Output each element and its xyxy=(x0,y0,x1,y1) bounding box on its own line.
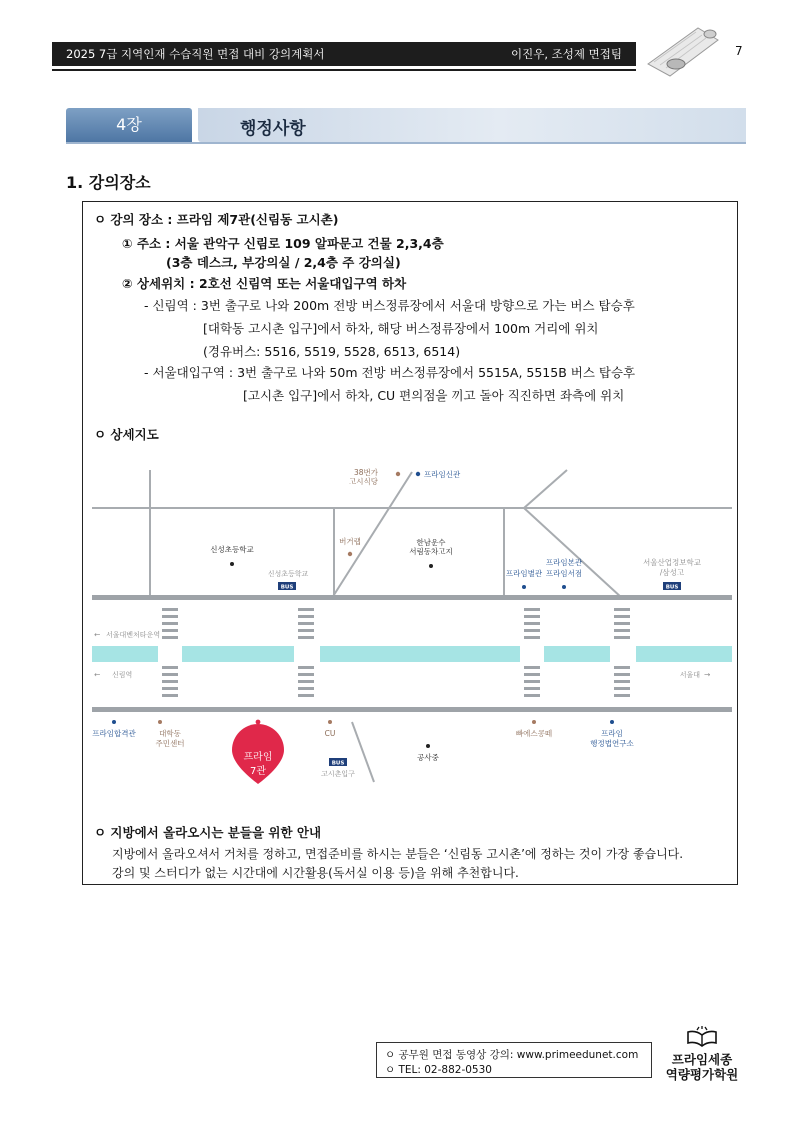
main-road-north xyxy=(92,595,732,600)
bus-label-seoul-info: BUS xyxy=(665,584,679,591)
map-roads-thin xyxy=(92,470,732,782)
header-bar xyxy=(52,42,636,66)
section-title: 1. 강의장소 xyxy=(66,173,151,192)
bus-label-gosi: BUS xyxy=(331,760,345,767)
header-title: 2025 7급 지역인재 수습직원 면접 대비 강의계획서 xyxy=(66,47,325,61)
sillim-route-1: - 신림역 : 3번 출구로 나와 200m 전방 버스정류장에서 서울대 방향으로 가는 버스 탑승후 xyxy=(144,298,635,313)
label-seoul-info-1: 서울산업정보학교 xyxy=(643,558,701,567)
dot-daehak xyxy=(158,720,162,724)
map-heading: ㅇ 상세지도 xyxy=(94,427,159,442)
label-daehak-2: 주민센터 xyxy=(155,739,185,748)
label-gosi38-1: 38번가 xyxy=(353,468,378,477)
median-strips xyxy=(92,646,732,662)
academy-logo xyxy=(664,1026,740,1090)
dot-prime-pass xyxy=(112,720,116,724)
label-hannam-2: 서림동차고지 xyxy=(409,547,453,556)
snu-route-1: - 서울대입구역 : 3번 출구로 나와 50m 전방 버스정류장에서 5515A, 5515B 버스 탑승후 xyxy=(144,365,636,380)
label-prime-main-2: 프라임서점 xyxy=(545,569,583,578)
label-pre-school: 빠에스콩떼 xyxy=(515,729,553,738)
label-burger: 버거랩 xyxy=(339,537,361,546)
sillim-route-3: (경유버스: 5516, 5519, 5528, 6513, 6514) xyxy=(203,344,461,359)
dot-burger xyxy=(348,552,352,556)
label-prime-admin-1: 프라임 xyxy=(601,729,623,738)
detail-location: ② 상세위치 : 2호선 신림역 또는 서울대입구역 하차 xyxy=(122,276,407,291)
scroll-icon xyxy=(640,18,730,80)
label-prime7-2: 7관 xyxy=(249,766,267,777)
dot-prime7 xyxy=(256,720,261,725)
chapter-title: 행정사항 xyxy=(240,119,306,139)
label-to-sillim: 신림역 xyxy=(112,671,133,679)
arrow-sillim: ← xyxy=(94,670,101,679)
label-to-snu: 서울대 xyxy=(679,671,700,679)
label-seoul-info-2: /삼성고 xyxy=(659,568,685,577)
dot-prime-annex xyxy=(522,585,526,589)
guide-line-2: 강의 및 스터디가 없는 시간대에 시간활용(독서실 이용 등)을 위해 추천합니다. xyxy=(112,866,519,880)
header-divider xyxy=(52,69,636,71)
sillim-route-2: [대학동 고시촌 입구]에서 하차, 해당 버스정류장에서 100m 거리에 위치 xyxy=(203,321,599,336)
dot-pre-school xyxy=(532,720,536,724)
logo-line-2: 역량평가학원 xyxy=(665,1067,739,1082)
arrow-snu: → xyxy=(704,670,711,679)
page-number: 7 xyxy=(735,44,743,58)
guide-line-1: 지방에서 올라오셔서 거처를 정하고, 면접준비를 하시는 분들은 ‘신림동 고시촌’에 정하는 것이 가장 좋습니다. xyxy=(112,847,684,861)
dot-gosi38 xyxy=(396,472,400,476)
dot-hannam xyxy=(429,564,433,568)
label-sinseong-school: 신성초등학교 xyxy=(210,545,254,554)
label-daehak-1: 대학동 xyxy=(159,729,181,738)
label-prime-pass: 프라임합격관 xyxy=(92,729,136,738)
bus-label-sinseong: BUS xyxy=(280,584,294,591)
guide-heading: ㅇ 지방에서 올라오시는 분들을 위한 안내 xyxy=(94,825,322,840)
snu-route-2: [고시촌 입구]에서 하차, CU 편의점을 끼고 돌아 직진하면 좌측에 위치 xyxy=(243,388,625,403)
book-icon xyxy=(687,1026,717,1048)
dot-prime-admin xyxy=(610,720,614,724)
label-gosi-entrance: 고시촌입구 xyxy=(321,770,355,778)
dot-prime-new xyxy=(416,472,420,476)
detail-map xyxy=(92,462,732,792)
logo-line-1: 프라임세종 xyxy=(671,1052,733,1067)
location-heading: ㅇ 강의 장소 : 프라임 제7관(신림동 고시촌) xyxy=(94,212,339,227)
chapter-underline xyxy=(66,142,746,144)
footer-contact xyxy=(376,1042,652,1078)
label-cu: CU xyxy=(324,729,336,738)
dot-sinseong-school xyxy=(230,562,234,566)
label-prime7-1: 프라임 xyxy=(243,752,273,763)
dot-cu xyxy=(328,720,332,724)
address-note: (3층 데스크, 부강의실 / 2,4층 주 강의실) xyxy=(166,255,401,270)
label-prime-main-1: 프라임본관 xyxy=(545,558,583,567)
label-gosi38-2: 고시식당 xyxy=(349,477,378,486)
label-to-venture: 서울대벤처타운역 xyxy=(106,631,161,639)
header-authors: 이진우, 조성제 면접팀 xyxy=(511,47,622,61)
label-prime-new: 프라임신관 xyxy=(424,470,461,479)
label-prime-annex: 프라임별관 xyxy=(505,569,543,578)
label-sinseong-bus: 신성초등학교 xyxy=(267,570,309,578)
footer-website: ㅇ 공무원 면접 동영상 강의: www.primeedunet.com xyxy=(385,1049,639,1061)
label-prime-admin-2: 행정법연구소 xyxy=(590,739,634,748)
footer-tel: ㅇ TEL: 02-882-0530 xyxy=(385,1064,492,1076)
label-hannam-1: 한남운수 xyxy=(416,538,446,547)
main-road-south xyxy=(92,707,732,712)
arrow-venture: ← xyxy=(94,630,101,639)
chapter-tab: 4장 xyxy=(66,108,192,142)
label-gongsa: 공사중 xyxy=(417,753,439,762)
dot-gongsa xyxy=(426,744,430,748)
dot-prime-main xyxy=(562,585,566,589)
address: ① 주소 : 서울 관악구 신림로 109 알파문고 건물 2,3,4층 xyxy=(122,236,444,251)
